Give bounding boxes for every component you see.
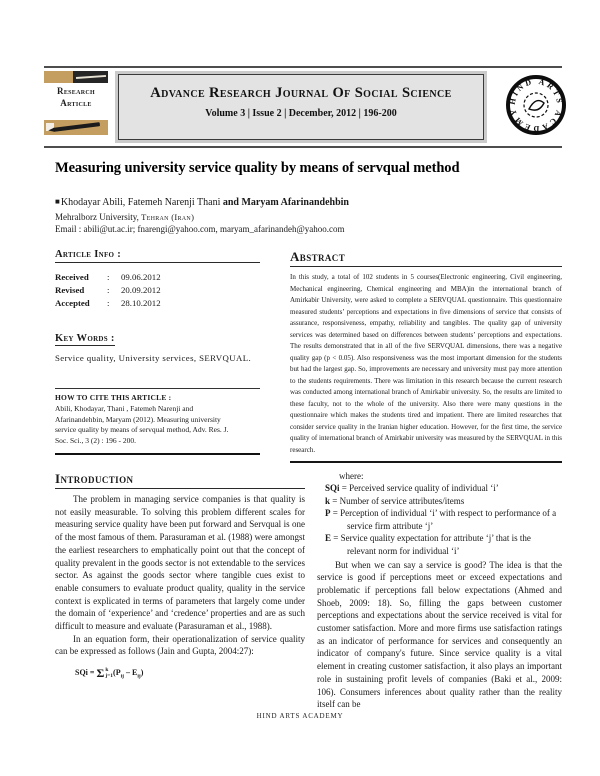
introduction-heading: Introduction: [55, 471, 305, 489]
affiliation-location: Tehran (Iran): [141, 212, 195, 222]
info-value: 20.09.2012: [121, 285, 161, 296]
sigma-upper-limit: k: [105, 667, 109, 674]
affiliation-line: [55, 212, 562, 222]
table-row: [55, 297, 161, 310]
paper-title: Measuring university service quality by means of servqual method: [55, 160, 460, 176]
info-label: Received: [55, 272, 89, 283]
equation-rel: =: [87, 668, 97, 678]
email-line: Email : abili@ut.ac.ir; fnarengi@yahoo.com, maryam_afarinandeh@yahoo.com: [55, 224, 345, 234]
badge-ornament-bottom: [44, 120, 108, 135]
journal-title-box: [118, 74, 484, 140]
journal-issue-line: Volume 3 | Issue 2 | December, 2012 | 196-200: [205, 108, 397, 119]
info-separator: :: [107, 272, 110, 283]
introduction-right-column: [317, 471, 562, 711]
journal-header: [44, 0, 565, 148]
info-label: Accepted: [55, 297, 90, 308]
how-to-cite-block: [55, 388, 260, 455]
badge-dark-block: [73, 71, 108, 83]
academy-seal-icon: [504, 72, 568, 138]
article-info-column: [55, 249, 260, 463]
journal-header-band: [44, 66, 565, 148]
introduction-columns: [55, 471, 562, 711]
pen-icon: [53, 122, 100, 132]
introduction-paragraph-1: The problem in managing service companies is that quality is not easily measurable. To solving this problem different scales for measuring service quality have been put forward and Servqual is one of the most famous of them. Parasuraman et al. (1988) were amongst the earliest researchers to emphatically point out that the concept of quality prevalent in the goods sector is not extendable to the services sector. As against the goods sector where tangible cues exist to enable consumers to evaluate product quality, quality in the service context is explicated in terms of parameters that largely come under the domain of ‘experience’ and ‘credence’ properties and are as such difficult to measure and evaluate (Parasuraman et al., 1988).: [55, 494, 305, 632]
definition-item: P = Perception of individual ‘i’ with respect to performance of a service firm attribute ‘j’: [325, 508, 557, 531]
equation-open: (P: [113, 668, 121, 678]
author-marker-icon: ■: [55, 197, 60, 206]
table-row: [55, 284, 161, 297]
badge-ornament-top: [44, 71, 108, 83]
abstract-text: In this study, a total of 102 students in 5 courses(Electronic engineering, Civil engineering, Mechanical engineering, Chemical engineering and MBA)in the international branch of Amirkabir University, were asked to complete a SERVQUAL questionnaire. This questionnaire measured students’ perceptions and expectations in five dimensions of service that consists of assurance, responsiveness, empathy, reliability and tangibles. The quality gap of university services was determined based on differences between students’ perceptions and expectations. The results demonstrated that in all of the five SERVQUAL dimensions, there was a negative quality gap (p < 0.05). Also responsiveness was the most important dimension for the students but had the largest gap. So, improvements are necessary and university must pay more attention to the students requirements. There was limitation in this research because the current research was conducted among international branch of Amirkabir university. So, the results are limited to these faculty, not to the whole of the university. Also there were many questions in the questionnaire which makes the students tired and impatient. There are limited researches that consider service quality in the Iranian higher education. However, for the first time, the service quality of international branch of Amirkabir university was measured by the SERVQUAL in this research.: [290, 273, 562, 454]
author-names: Khodayar Abili, Fatemeh Narenji Thani: [60, 197, 221, 208]
badge-tan-block: [44, 71, 73, 83]
research-article-badge: [44, 71, 108, 139]
introduction-paragraph-2: In an equation form, their operationalization of service quality can be expressed as follows (Jain and Gupta, 2004:27):: [55, 633, 305, 657]
cite-heading: HOW TO CITE THIS ARTICLE :: [55, 393, 172, 403]
info-separator: :: [107, 297, 110, 308]
equation-subscript: ij: [137, 673, 141, 680]
equation-mid: – E: [123, 668, 138, 678]
affiliation-text: Mehralborz University,: [55, 212, 142, 222]
academy-seal: [504, 72, 568, 138]
where-label: where:: [339, 471, 364, 481]
badge-label-line2: Article: [60, 98, 92, 108]
authors-line: [55, 197, 562, 208]
equation-lhs: SQi: [75, 668, 88, 678]
publisher-footer: HIND ARTS ACADEMY: [256, 712, 344, 720]
table-row: [55, 271, 161, 284]
author-names-bold: and Maryam Afarinandehbin: [220, 197, 349, 208]
article-info-heading: Article Info :: [55, 249, 260, 263]
servqual-equation: [75, 666, 305, 681]
keywords-heading: Key Words :: [55, 333, 115, 345]
abstract-heading: Abstract: [290, 249, 562, 267]
article-info-table: [55, 271, 161, 309]
abstract-bottom-rule: [290, 461, 562, 463]
journal-title: Advance Research Journal Of Social Science: [150, 85, 452, 101]
sigma-symbol: Σ k j=1: [96, 666, 114, 681]
info-value: 28.10.2012: [121, 297, 161, 308]
keywords-text: Service quality, University services, SERVQUAL.: [55, 353, 252, 364]
seal-ring-text: HIND ARTS ACADEMY: [507, 76, 565, 134]
equation-close: ): [140, 668, 144, 678]
definition-item: E = Service quality expectation for attribute ‘j’ that is the relevant norm for individual ‘i’: [325, 533, 531, 556]
info-abstract-columns: [55, 249, 562, 463]
introduction-paragraph-3: But when we can say a service is good? The idea is that the service is good if perceptions meet or exceed expectations and problematic if perceptions fall below expectations (Ahmed and Shoeb, 2009: 18). So, filling the gaps between customer perceptions and expectations about the service received is vital for customer satisfaction. More and more firms use satisfaction ratings as an indicator of performance for services and consequently an indicator of company's future. Since service quality is a vital element in creating customer satisfaction, it also plays an important role in sustaining profit levels of companies (Baki et al., 2009: 106). Consumers inferences about quality rather than the reality itself can be: [317, 559, 562, 710]
info-value: 09.06.2012: [121, 272, 161, 283]
definition-item: SQi = Perceived service quality of individual ‘i’: [325, 483, 499, 493]
badge-label-line1: Research: [57, 86, 95, 96]
definition-item: k = Number of service attributes/items: [325, 495, 465, 506]
introduction-left-column: [55, 471, 305, 711]
sigma-lower-limit: j=1: [105, 672, 114, 679]
equation-subscript: ij: [120, 673, 124, 680]
info-label: Revised: [55, 285, 85, 296]
abstract-column: [290, 249, 562, 463]
cite-text: Abili, Khodayar, Thani , Fatemeh Narenji and Afarinandehbin, Maryam (2012). Measuring university service quality by means of servqual method, Adv. Res. J. Soc. Sci., 3 (2) : 196 - 200.: [55, 404, 229, 445]
info-separator: :: [107, 285, 110, 296]
badge-label: [44, 83, 108, 112]
